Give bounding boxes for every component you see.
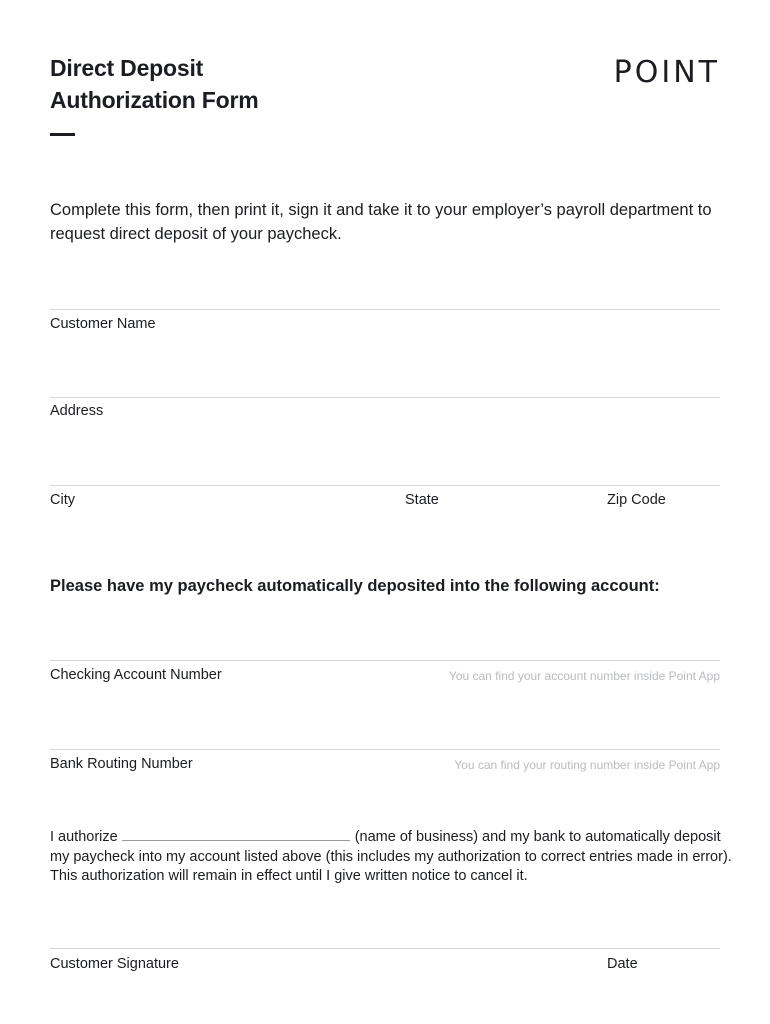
signature-line[interactable] [50, 948, 720, 949]
authorization-suffix: (name of business) and my bank to automatically deposit my paycheck into my account listed above (this includes my authorization to correct entries made in error). This authorization will remain in effect until I give written notice to cancel it. [50, 829, 732, 884]
authorization-prefix: I authorize [50, 829, 118, 845]
authorization-statement [50, 827, 740, 887]
customer-name-label: Customer Name [50, 316, 156, 332]
state-label: State [405, 492, 439, 508]
date-label: Date [607, 956, 638, 972]
intro-text: Complete this form, then print it, sign it and take it to your employer’s payroll department to request direct deposit of your paycheck. [50, 201, 712, 243]
form-title-line-2: Authorization Form [50, 87, 259, 113]
checking-account-line[interactable] [50, 660, 720, 661]
form-title [50, 52, 259, 116]
city-label: City [50, 492, 75, 508]
customer-signature-label: Customer Signature [50, 956, 179, 972]
routing-number-label: Bank Routing Number [50, 756, 193, 772]
checking-account-label: Checking Account Number [50, 667, 222, 683]
routing-number-hint: You can find your routing number inside Point App [454, 758, 720, 772]
checking-account-hint: You can find your account number inside Point App [448, 669, 720, 683]
customer-name-line[interactable] [50, 309, 720, 310]
business-name-blank[interactable] [122, 827, 350, 841]
address-line[interactable] [50, 397, 720, 398]
zip-code-label: Zip Code [607, 492, 666, 508]
account-section-heading: Please have my paycheck automatically deposited into the following account: [50, 577, 660, 595]
routing-number-line[interactable] [50, 749, 720, 750]
address-label: Address [50, 403, 104, 419]
title-dash-divider [50, 133, 75, 136]
city-state-zip-line[interactable] [50, 485, 720, 486]
point-logo: POINT [613, 55, 720, 90]
form-title-line-1: Direct Deposit [50, 55, 204, 81]
